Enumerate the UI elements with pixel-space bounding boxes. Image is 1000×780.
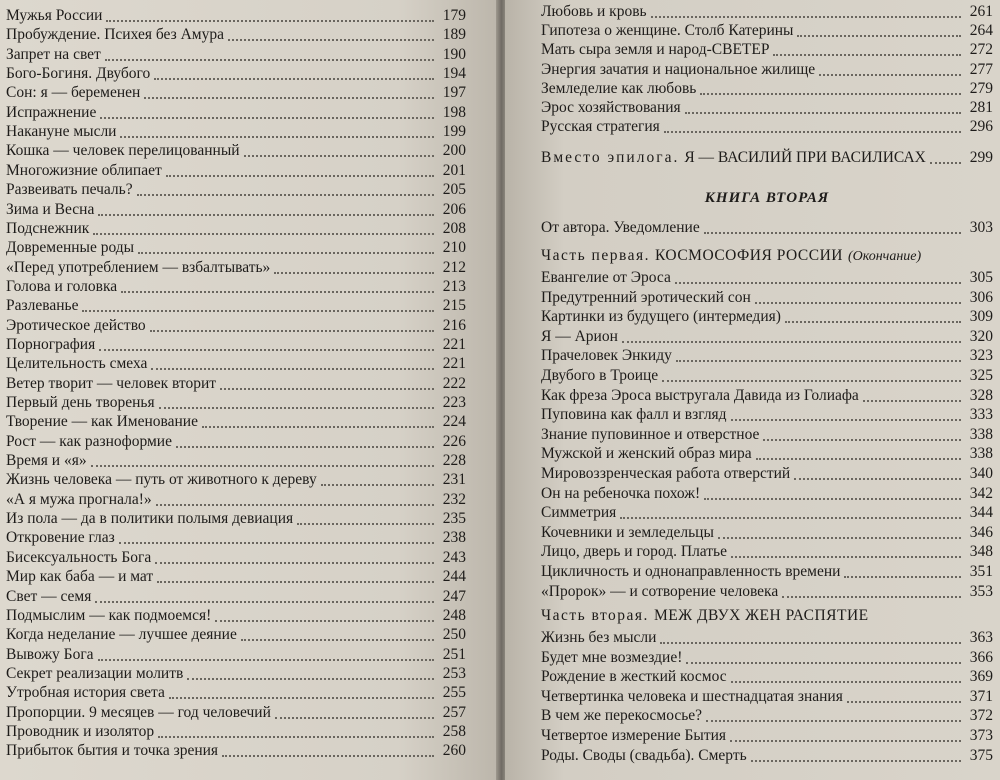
toc-entry-title: «А я мужа прогнала!»	[6, 490, 152, 508]
toc-page-number: 244	[442, 568, 466, 586]
toc-entry-title: Цикличность и однонаправленность времени	[541, 563, 841, 580]
toc-page-number: 296	[969, 118, 993, 136]
toc-entry-title: Первый день творенья	[6, 394, 155, 411]
toc-entry-title: Любовь и кровь	[541, 3, 647, 20]
toc-page-number: 243	[442, 548, 466, 566]
dot-leader	[106, 20, 434, 22]
dot-leader	[622, 341, 961, 343]
dot-leader	[137, 194, 434, 196]
right-page	[505, 0, 1000, 780]
toc-page-number: 200	[442, 142, 466, 160]
toc-entry	[6, 335, 466, 355]
dot-leader	[121, 291, 434, 293]
toc-page-number: 257	[442, 703, 466, 721]
toc-entry-title: Эротическое действо	[6, 316, 146, 334]
toc-entry	[6, 141, 466, 161]
toc-entry	[6, 296, 466, 316]
toc-page-number: 323	[969, 347, 993, 365]
toc-entry	[6, 548, 466, 568]
toc-entry	[541, 327, 993, 347]
toc-entry	[541, 444, 993, 464]
toc-page-number: 328	[969, 386, 993, 404]
toc-entry-title: Я — Арион	[541, 327, 618, 345]
toc-page-number: 353	[969, 582, 993, 600]
toc-entry	[541, 60, 993, 80]
toc-entry	[541, 366, 993, 386]
toc-entry-title: Гипотеза о женщине. Столб Катерины	[541, 22, 794, 40]
dot-leader	[731, 681, 961, 683]
toc-entry	[6, 451, 466, 471]
toc-entry	[6, 683, 466, 703]
dot-leader	[731, 556, 961, 558]
dot-leader	[321, 484, 434, 486]
dot-leader	[763, 439, 961, 441]
toc-page-number: 338	[969, 445, 993, 463]
dot-leader	[82, 310, 434, 312]
dot-leader	[91, 465, 434, 467]
toc-entry-title: В чем же перекосмосье?	[541, 707, 703, 725]
dot-leader	[98, 214, 434, 216]
toc-entry	[541, 667, 993, 687]
part-title: МЕЖ ДВУХ ЖЕН РАСПЯТИЕ	[653, 607, 869, 624]
part-heading	[541, 606, 993, 626]
toc-page-number: 205	[442, 181, 466, 199]
toc-entry-title: Развеивать печаль?	[6, 181, 133, 199]
dot-leader	[220, 388, 434, 390]
toc-entry-title: Из пола — да в политики полымя девиация	[6, 510, 294, 528]
dot-leader	[819, 74, 961, 76]
dot-leader	[120, 136, 434, 138]
toc-entry-title: Мир как баба — и мат	[6, 568, 154, 586]
toc-entry-title: Мировоззренческая работа отверстий	[541, 465, 791, 482]
toc-entry	[541, 503, 993, 523]
toc-page-number: 299	[969, 149, 993, 166]
toc-page-number: 281	[969, 99, 993, 116]
part-title: КОСМОСОФИЯ РОССИИ	[654, 247, 843, 264]
toc-page-number: 226	[442, 432, 466, 450]
toc-entry	[6, 528, 466, 548]
dot-leader	[105, 59, 434, 61]
toc-entry-title: Кошка — человек перелицованный	[6, 142, 240, 160]
toc-entry	[6, 25, 466, 45]
toc-entry-title: Предутренний эротический сон	[541, 288, 751, 306]
toc-entry	[6, 238, 466, 258]
dot-leader	[706, 720, 961, 722]
dot-leader	[169, 697, 434, 699]
toc-entry	[6, 412, 466, 432]
toc-entry	[6, 606, 466, 626]
toc-page-number: 346	[969, 523, 993, 541]
toc-entry-title: Откровение глаз	[6, 529, 115, 547]
toc-page-number: 325	[969, 367, 993, 384]
toc-entry	[541, 79, 993, 99]
toc-entry	[6, 509, 466, 529]
toc-page-number: 199	[442, 123, 466, 141]
toc-entry	[6, 490, 466, 510]
toc-entry	[541, 2, 993, 22]
toc-page-number: 206	[442, 200, 466, 218]
toc-page-number: 231	[442, 471, 466, 489]
toc-entry-title: Жизнь без мысли	[541, 629, 657, 646]
toc-entry	[541, 746, 993, 766]
dot-leader	[664, 131, 961, 133]
toc-entry	[541, 425, 993, 445]
toc-page-number: 320	[969, 327, 993, 345]
toc-entry-title: Мужской и женский образ мира	[541, 445, 752, 463]
toc-page-number: 277	[969, 60, 993, 78]
toc-page-number: 222	[442, 374, 466, 392]
dot-leader	[930, 162, 961, 164]
toc-entry-title: Подснежник	[6, 219, 90, 237]
toc-page-number: 210	[442, 239, 466, 257]
toc-entry	[541, 307, 993, 327]
toc-entry	[6, 567, 466, 587]
dot-leader	[119, 542, 434, 544]
toc-entry	[541, 628, 993, 648]
dot-leader	[718, 537, 961, 539]
dot-leader	[274, 272, 434, 274]
dot-leader	[751, 760, 961, 762]
dot-leader	[794, 478, 961, 480]
toc-page-number: 212	[442, 258, 466, 276]
toc-entry	[541, 268, 993, 288]
toc-page-number: 248	[442, 606, 466, 624]
toc-page-number: 258	[442, 722, 466, 740]
toc-entry-title: От автора. Уведомление	[541, 219, 700, 236]
toc-page-number: 221	[442, 355, 466, 373]
toc-entry	[541, 523, 993, 543]
toc-entry	[6, 741, 466, 761]
toc-entry-title: Накануне мысли	[6, 123, 117, 141]
dot-leader	[686, 662, 961, 664]
toc-entry	[541, 386, 993, 406]
toc-page-number: 223	[442, 394, 466, 411]
toc-entry-title: Многожизние облипает	[6, 161, 162, 179]
toc-entry-title: Ветер творит — человек вторит	[6, 374, 217, 392]
toc-entry-title: Сон: я — беременен	[6, 84, 141, 102]
toc-entry-title: Он на ребеночка похож!	[541, 484, 701, 502]
toc-page-number: 190	[442, 45, 466, 63]
dot-leader	[159, 407, 434, 409]
dot-leader	[98, 659, 434, 661]
toc-page-number: 333	[969, 406, 993, 424]
dot-leader	[797, 35, 961, 37]
dot-leader	[756, 458, 961, 460]
dot-leader	[100, 117, 434, 119]
toc-entry-title: Целительность смеха	[6, 355, 148, 373]
toc-entry	[541, 464, 993, 484]
dot-leader	[157, 581, 434, 583]
toc-page-number: 372	[969, 707, 993, 725]
toc-page-number: 305	[969, 269, 993, 286]
toc-page-number: 250	[442, 626, 466, 644]
toc-entry-title: Прачеловек Энкиду	[541, 347, 672, 365]
dot-leader	[704, 232, 961, 234]
toc-page-number: 232	[442, 490, 466, 508]
toc-entry-title: Секрет реализации молитв	[6, 664, 184, 682]
toc-entry	[6, 470, 466, 490]
toc-page-number: 247	[442, 587, 466, 605]
toc-entry	[6, 432, 466, 452]
toc-entry	[6, 277, 466, 297]
dot-leader	[275, 717, 434, 719]
toc-page-number: 253	[442, 664, 466, 682]
toc-page-number: 198	[442, 103, 466, 121]
toc-entry-title: Рождение в жесткий космос	[541, 668, 727, 686]
toc-entry	[6, 64, 466, 84]
toc-page-number: 194	[442, 65, 466, 83]
toc-entry-title: Энергия зачатия и национальное жилище	[541, 60, 816, 78]
toc-page-number: 371	[969, 687, 993, 705]
toc-page-number: 338	[969, 425, 993, 443]
dot-leader	[731, 419, 961, 421]
toc-page-number: 309	[969, 308, 993, 326]
toc-entry-title: Разлеванье	[6, 297, 79, 315]
part-lead: Часть вторая.	[541, 607, 649, 624]
toc-entry	[6, 103, 466, 123]
toc-page-number: 369	[969, 668, 993, 686]
toc-page-number: 201	[442, 161, 466, 179]
dot-leader	[863, 400, 961, 402]
toc-entry-title: Пропорции. 9 месяцев — год человечий	[6, 703, 271, 721]
toc-entry	[6, 258, 466, 278]
toc-page-number: 261	[969, 3, 993, 20]
toc-entry	[6, 161, 466, 181]
toc-entry	[541, 562, 993, 582]
toc-page-number: 216	[442, 316, 466, 334]
dot-leader	[215, 620, 434, 622]
toc-entry	[6, 45, 466, 65]
toc-entry-title: Подмыслим — как подмоемся!	[6, 606, 212, 624]
dot-leader	[241, 639, 434, 641]
toc-entry-title: Четвертое измерение Бытия	[541, 727, 727, 744]
dot-leader	[755, 302, 961, 304]
toc-page-number: 235	[442, 510, 466, 528]
toc-entry	[6, 625, 466, 645]
toc-entry-title: Запрет на свет	[6, 45, 101, 63]
toc-page-number: 373	[969, 727, 993, 744]
toc-page-number: 366	[969, 648, 993, 666]
toc-entry-title: Я — ВАСИЛИЙ ПРИ ВАСИЛИСАХ	[684, 149, 926, 166]
toc-entry-title: Время и «я»	[6, 452, 87, 470]
toc-entry	[6, 316, 466, 336]
toc-entry-title: Рост — как разноформие	[6, 432, 172, 450]
toc-entry-title: Утробная история света	[6, 684, 165, 702]
toc-entry	[541, 21, 993, 41]
toc-entry-title: Двубого в Троице	[541, 367, 659, 384]
dot-leader	[675, 282, 961, 284]
toc-page-number: 221	[442, 335, 466, 353]
dot-leader	[297, 523, 434, 525]
toc-entry-title: Довременные роды	[6, 239, 135, 257]
toc-entry	[6, 703, 466, 723]
toc-entry	[6, 200, 466, 220]
toc-page-number: 342	[969, 484, 993, 502]
toc-entry	[541, 687, 993, 707]
toc-page-number: 363	[969, 629, 993, 646]
dot-leader	[244, 155, 434, 157]
epilogue-lead: Вместо эпилога.	[541, 149, 680, 166]
toc-entry	[541, 117, 993, 137]
toc-entry-title: Зима и Весна	[6, 200, 95, 218]
toc-page-number: 303	[969, 219, 993, 236]
toc-entry	[541, 346, 993, 366]
toc-entry	[541, 98, 993, 118]
dot-leader	[155, 562, 434, 564]
toc-page-number: 279	[969, 79, 993, 97]
toc-page-number: 340	[969, 465, 993, 482]
dot-leader	[730, 740, 961, 742]
dot-leader	[93, 233, 434, 235]
dot-leader	[662, 380, 961, 382]
toc-entry	[6, 374, 466, 394]
part-note: (Окончание)	[847, 249, 922, 264]
toc-entry-title: Четвертинка человека и шестнадцатая знания	[541, 687, 843, 705]
toc-entry-title: Проводник и изолятор	[6, 722, 155, 740]
dot-leader	[138, 252, 434, 254]
dot-leader	[228, 39, 434, 41]
toc-entry-title: Евангелие от Эроса	[541, 269, 671, 286]
dot-leader	[99, 349, 434, 351]
left-page	[0, 0, 498, 780]
dot-leader	[202, 426, 434, 428]
toc-page-number: 348	[969, 543, 993, 561]
toc-entry	[6, 645, 466, 665]
toc-entry-title: Пробуждение. Психея без Амура	[6, 26, 224, 44]
toc-entry	[6, 180, 466, 200]
dot-leader	[844, 576, 961, 578]
dot-leader	[166, 175, 434, 177]
toc-entry	[541, 405, 993, 425]
toc-entry-title: Свет — семя	[6, 587, 92, 605]
toc-entry-title: Лицо, дверь и город. Платье	[541, 543, 727, 561]
dot-leader	[660, 642, 961, 644]
toc-page-number: 179	[442, 7, 466, 24]
toc-entry-title: Будет мне возмездие!	[541, 648, 683, 666]
toc-entry	[6, 354, 466, 374]
toc-entry	[6, 587, 466, 607]
toc-page-number: 213	[442, 277, 466, 295]
dot-leader	[176, 446, 434, 448]
toc-entry	[6, 83, 466, 103]
toc-entry	[541, 706, 993, 726]
toc-entry-title: «Пророк» — и сотворение человека	[541, 582, 779, 600]
dot-leader	[782, 596, 961, 598]
toc-entry-title: Пуповина как фалл и взгляд	[541, 406, 727, 424]
toc-entry-title: Голова и головка	[6, 277, 118, 295]
toc-page-number: 375	[969, 746, 993, 764]
dot-leader	[95, 601, 434, 603]
toc-entry-title: Роды. Своды (свадьба). Смерть	[541, 746, 747, 764]
toc-page-number: 351	[969, 563, 993, 580]
toc-page-number: 215	[442, 297, 466, 315]
toc-entry	[6, 664, 466, 684]
toc-entry-title: Жизнь человека — путь от животного к дереву	[6, 471, 317, 489]
book-two-heading: КНИГА ВТОРАЯ	[704, 190, 830, 206]
part-lead: Часть первая.	[541, 247, 650, 264]
dot-leader	[773, 54, 961, 56]
toc-entry-title: Картинки из будущего (интермедия)	[541, 308, 781, 326]
toc-page-number: 197	[442, 84, 466, 102]
toc-page-number: 260	[442, 742, 466, 760]
toc-entry-title: Как фреза Эроса выстругала Давида из Голиафа	[541, 386, 859, 404]
dot-leader	[151, 368, 434, 370]
toc-entry	[541, 288, 993, 308]
dot-leader	[150, 330, 434, 332]
toc-entry	[6, 122, 466, 142]
dot-leader	[156, 504, 434, 506]
toc-entry-title: Мужья России	[6, 7, 103, 24]
toc-entry-title: Бого-Богиня. Двубого	[6, 65, 151, 83]
toc-entry-title: Испражнение	[6, 103, 97, 121]
toc-entry	[6, 722, 466, 742]
toc-entry-title: Когда неделание — лучшее деяние	[6, 626, 237, 644]
dot-leader	[700, 93, 961, 95]
toc-entry-title: Земледелие как любовь	[541, 79, 697, 97]
author-note-entry	[541, 218, 993, 238]
toc-entry	[6, 6, 466, 26]
toc-page-number: 228	[442, 452, 466, 470]
epilogue-entry	[541, 148, 993, 168]
toc-page-number: 264	[969, 22, 993, 40]
part-heading	[541, 246, 993, 266]
toc-entry-title: «Перед употреблением — взбалтывать»	[6, 258, 271, 276]
toc-entry-title: Симметрия	[541, 504, 617, 522]
dot-leader	[685, 112, 961, 114]
toc-page-number: 224	[442, 413, 466, 431]
toc-entry	[541, 582, 993, 602]
toc-page-number: 344	[969, 504, 993, 522]
toc-entry	[6, 219, 466, 239]
dot-leader	[187, 678, 434, 680]
toc-entry	[541, 542, 993, 562]
toc-entry	[6, 393, 466, 413]
toc-page-number: 238	[442, 529, 466, 547]
toc-entry-title: Вывожу Бога	[6, 645, 94, 663]
dot-leader	[158, 736, 434, 738]
toc-entry	[541, 484, 993, 504]
dot-leader	[651, 16, 961, 18]
dot-leader	[704, 498, 961, 500]
toc-entry	[541, 726, 993, 746]
toc-entry-title: Мать сыра земля и народ-СВЕТЕР	[541, 41, 770, 59]
toc-page-number: 306	[969, 288, 993, 306]
toc-entry-title: Русская стратегия	[541, 118, 660, 136]
toc-entry-title: Знание пуповинное и отверстное	[541, 425, 760, 443]
dot-leader	[847, 701, 961, 703]
dot-leader	[154, 78, 434, 80]
toc-entry-title: Прибыток бытия и точка зрения	[6, 742, 219, 760]
toc-page-number: 272	[969, 41, 993, 59]
toc-page-number: 208	[442, 219, 466, 237]
toc-page-number: 189	[442, 26, 466, 44]
dot-leader	[144, 97, 434, 99]
toc-entry	[541, 648, 993, 668]
toc-entry-title: Кочевники и земледельцы	[541, 523, 714, 541]
toc-page-number: 255	[442, 684, 466, 702]
toc-page-number: 251	[442, 645, 466, 663]
toc-entry-title: Эрос хозяйствования	[541, 99, 681, 116]
toc-entry-title: Порнография	[6, 335, 96, 353]
toc-entry-title: Бисексуальность Бога	[6, 548, 152, 566]
dot-leader	[785, 321, 961, 323]
toc-entry	[541, 40, 993, 60]
dot-leader	[620, 517, 961, 519]
dot-leader	[222, 755, 434, 757]
dot-leader	[676, 360, 961, 362]
toc-entry-title: Творение — как Именование	[6, 413, 198, 431]
